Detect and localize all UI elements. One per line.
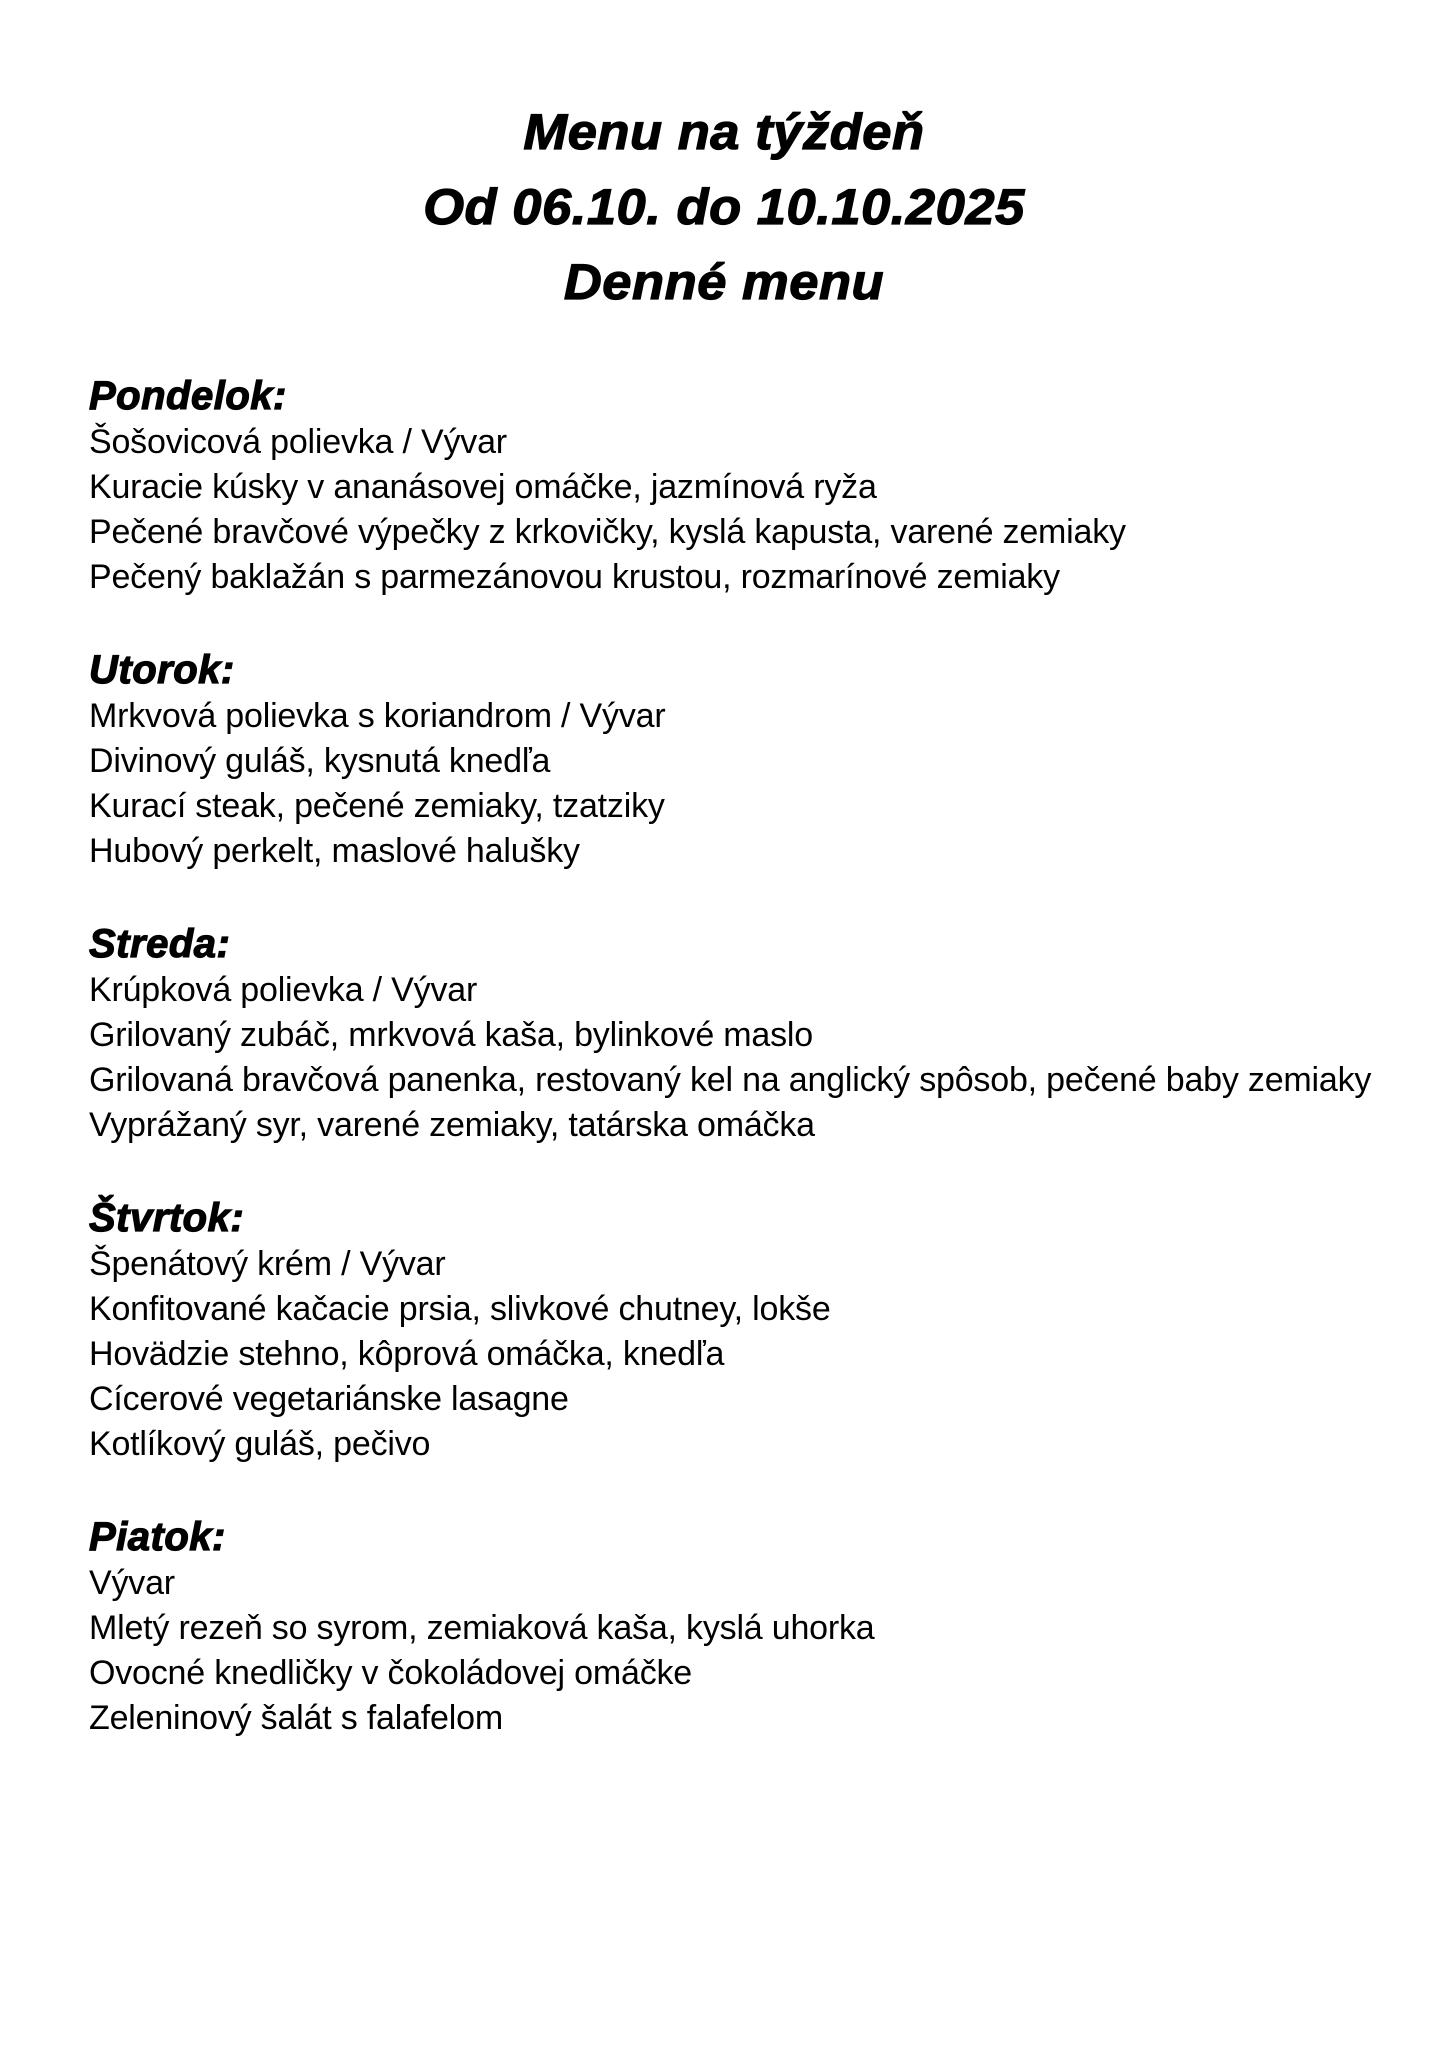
- menu-item: Kurací steak, pečené zemiaky, tzatziky: [89, 787, 665, 825]
- page-subtitle: Denné menu: [563, 254, 885, 310]
- date-range: Od 06.10. do 10.10.2025: [423, 179, 1025, 235]
- day-heading: Piatok:: [89, 1515, 226, 1559]
- day-items: [89, 1561, 1389, 1741]
- menu-item: Kuracie kúsky v ananásovej omáčke, jazmínová ryža: [89, 468, 877, 506]
- day-section-wednesday: [89, 918, 1389, 1148]
- day-items: [89, 1242, 1389, 1467]
- day-items: [89, 968, 1389, 1148]
- day-section-monday: [89, 370, 1389, 600]
- menu-item: Vyprážaný syr, varené zemiaky, tatárska omáčka: [89, 1106, 815, 1144]
- menu-item: Grilovaná bravčová panenka, restovaný kel na anglický spôsob, pečené baby zemiaky: [89, 1061, 1372, 1099]
- menu-header: [0, 95, 1448, 320]
- day-heading: Utorok:: [89, 648, 235, 692]
- menu-item: Mrkvová polievka s koriandrom / Vývar: [89, 697, 666, 735]
- menu-item: Konfitované kačacie prsia, slivkové chutney, lokše: [89, 1290, 831, 1328]
- days-list: [89, 370, 1389, 1785]
- menu-item: Krúpková polievka / Vývar: [89, 971, 478, 1009]
- menu-item: Pečený baklažán s parmezánovou krustou, rozmarínové zemiaky: [89, 558, 1060, 596]
- menu-item: Mletý rezeň so syrom, zemiaková kaša, kyslá uhorka: [89, 1609, 875, 1647]
- menu-item: Špenátový krém / Vývar: [89, 1245, 446, 1283]
- menu-item: Ovocné knedličky v čokoládovej omáčke: [89, 1654, 693, 1692]
- menu-item: Hubový perkelt, maslové halušky: [89, 832, 580, 870]
- menu-item: Grilovaný zubáč, mrkvová kaša, bylinkové maslo: [89, 1016, 813, 1054]
- page-title: Menu na týždeň: [523, 104, 925, 160]
- day-items: [89, 694, 1389, 874]
- day-items: [89, 420, 1389, 600]
- day-section-tuesday: [89, 644, 1389, 874]
- day-heading: Pondelok:: [89, 374, 287, 418]
- menu-item: Pečené bravčové výpečky z krkovičky, kyslá kapusta, varené zemiaky: [89, 513, 1126, 551]
- day-section-thursday: [89, 1192, 1389, 1467]
- menu-item: Hovädzie stehno, kôprová omáčka, knedľa: [89, 1335, 725, 1373]
- menu-item: Šošovicová polievka / Vývar: [89, 423, 507, 461]
- menu-item: Kotlíkový guláš, pečivo: [89, 1425, 431, 1463]
- menu-item: Divinový guláš, kysnutá knedľa: [89, 742, 551, 780]
- menu-item: Zeleninový šalát s falafelom: [89, 1699, 503, 1737]
- menu-item: Cícerové vegetariánske lasagne: [89, 1380, 569, 1418]
- day-heading: Štvrtok:: [89, 1196, 245, 1240]
- menu-item: Vývar: [89, 1564, 175, 1602]
- day-section-friday: [89, 1511, 1389, 1741]
- day-heading: Streda:: [89, 922, 231, 966]
